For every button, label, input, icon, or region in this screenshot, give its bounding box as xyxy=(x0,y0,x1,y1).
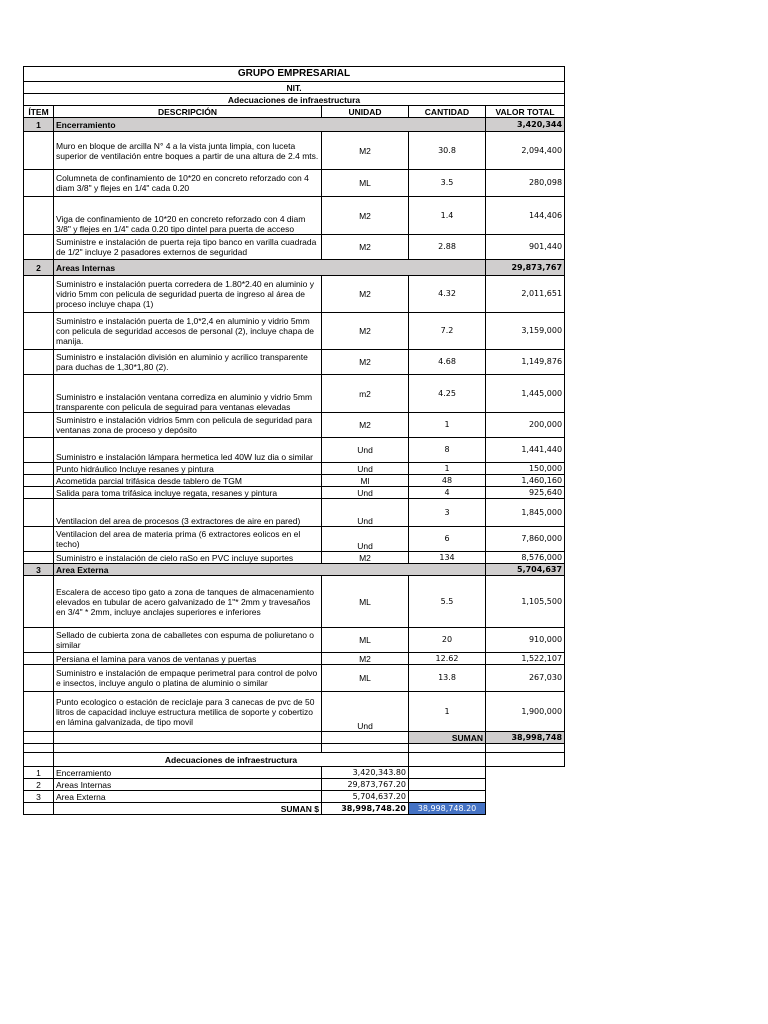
item-number-cell xyxy=(24,438,54,463)
table-row xyxy=(24,413,565,438)
company-row xyxy=(24,67,565,82)
item-total: 1,149,876 xyxy=(486,350,565,375)
item-total: 2,011,651 xyxy=(486,276,565,313)
item-unit: M2 xyxy=(322,276,409,313)
item-unit: Und xyxy=(322,527,409,552)
section-number: 3 xyxy=(24,564,54,576)
item-quantity: 13.8 xyxy=(409,665,486,692)
grand-total-label: SUMAN xyxy=(409,732,486,744)
section-total: 3,420,344 xyxy=(486,118,565,132)
item-unit: ML xyxy=(322,576,409,628)
item-quantity: 3 xyxy=(409,499,486,527)
item-number-cell xyxy=(24,375,54,413)
item-number-cell xyxy=(24,552,54,564)
item-unit: ML xyxy=(322,628,409,653)
item-number-cell xyxy=(24,170,54,197)
item-quantity: 8 xyxy=(409,438,486,463)
summary-row xyxy=(24,779,565,791)
col-header-item: ÍTEM xyxy=(24,106,54,118)
item-total: 1,460,160 xyxy=(486,475,565,487)
spacer-row xyxy=(24,744,565,753)
project-title: Adecuaciones de infraestructura xyxy=(24,94,565,106)
item-number-cell xyxy=(24,413,54,438)
table-row xyxy=(24,235,565,260)
item-number-cell xyxy=(24,527,54,552)
col-header-description: DESCRIPCIÓN xyxy=(54,106,322,118)
item-unit: Und xyxy=(322,692,409,732)
summary-total-label-cell xyxy=(54,803,322,815)
table-row xyxy=(24,276,565,313)
item-description: Punto ecologico o estación de reciclaje para 3 canecas de pvc de 50 litros de capacidad incluye estructura metilica de soporte y cobertizo en lámina galvanizada, de tipo movil xyxy=(54,692,322,732)
project-row xyxy=(24,94,565,106)
table-row xyxy=(24,692,565,732)
item-number-cell xyxy=(24,653,54,665)
item-description: Suministre e instalación de puerta reja tipo banco en varilla cuadrada de 1/2" incluye 2 pasadores externos de seguridad xyxy=(54,235,322,260)
item-description: Columneta de confinamiento de 10*20 en concreto reforzado con 4 diam 3/8" y flejes en 1/4" cada 0.20 xyxy=(54,170,322,197)
table-row xyxy=(24,576,565,628)
item-number-cell xyxy=(24,692,54,732)
section-total: 29,873,767 xyxy=(486,260,565,276)
item-quantity: 7.2 xyxy=(409,313,486,350)
table-row xyxy=(24,499,565,527)
item-number-cell xyxy=(24,350,54,375)
item-description: Suministro e instalación de cielo raSo en PVC incluye suportes xyxy=(54,552,322,564)
item-quantity: 1.4 xyxy=(409,197,486,235)
item-quantity: 4.25 xyxy=(409,375,486,413)
company-name: GRUPO EMPRESARIAL xyxy=(24,67,565,82)
summary-number: 2 xyxy=(24,779,54,791)
item-description: Suministro e instalación de empaque perimetral para control de polvo e insectos, incluye angulo o platina de aluminio o similar xyxy=(54,665,322,692)
item-quantity: 30.8 xyxy=(409,132,486,170)
item-unit: ML xyxy=(322,665,409,692)
table-row xyxy=(24,375,565,413)
item-number-cell xyxy=(24,665,54,692)
item-number-cell xyxy=(24,235,54,260)
item-description: Suministro e instalación puerta de 1,0*2,4 en aluminio y vidrio 5mm con pelicula de seguridad accesos de personal (2), incluye chapa de manija. xyxy=(54,313,322,350)
summary-name: Area Externa xyxy=(54,791,322,803)
grand-total-value: 38,998,748 xyxy=(486,732,565,744)
col-header-quantity: CANTIDAD xyxy=(409,106,486,118)
item-number-cell xyxy=(24,487,54,499)
item-unit: Und xyxy=(322,438,409,463)
item-number-cell xyxy=(24,132,54,170)
item-number-cell xyxy=(24,276,54,313)
summary-total-label: SUMAN xyxy=(280,803,312,814)
item-number-cell xyxy=(24,313,54,350)
item-description: Escalera de acceso tipo gato a zona de tanques de almacenamiento elevados en tubular de acero galvanizado de 1"* 2mm y travesaños en 3/4" * 2mm, incluye anclajes superiores e inferiores xyxy=(54,576,322,628)
item-total: 7,860,000 xyxy=(486,527,565,552)
table-row xyxy=(24,350,565,375)
item-unit: ML xyxy=(322,170,409,197)
item-total: 200,000 xyxy=(486,413,565,438)
section-name: Areas Internas xyxy=(54,260,486,276)
summary-row xyxy=(24,767,565,779)
table-row xyxy=(24,197,565,235)
item-description: Acometida parcial trifásica desde tablero de TGM xyxy=(54,475,322,487)
item-number-cell xyxy=(24,499,54,527)
item-quantity: 3.5 xyxy=(409,170,486,197)
summary-name: Encerramiento xyxy=(54,767,322,779)
item-unit: M2 xyxy=(322,552,409,564)
summary-value: 3,420,343.80 xyxy=(322,767,409,779)
nit-label: NIT. xyxy=(24,82,565,94)
table-row xyxy=(24,487,565,499)
section-row-2 xyxy=(24,260,565,276)
item-unit: Und xyxy=(322,499,409,527)
section-name: Area Externa xyxy=(54,564,486,576)
section-total: 5,704,637 xyxy=(486,564,565,576)
summary-number: 1 xyxy=(24,767,54,779)
item-description: Suministro e instalación vidrios 5mm con pelicula de seguridad para ventanas zona de proceso y depósito xyxy=(54,413,322,438)
item-quantity: 5.5 xyxy=(409,576,486,628)
item-unit: Und xyxy=(322,487,409,499)
item-total: 3,159,000 xyxy=(486,313,565,350)
section-row-1 xyxy=(24,118,565,132)
item-quantity: 1 xyxy=(409,413,486,438)
item-total: 267,030 xyxy=(486,665,565,692)
item-unit: M2 xyxy=(322,235,409,260)
col-header-unit: UNIDAD xyxy=(322,106,409,118)
summary-name: Areas Internas xyxy=(54,779,322,791)
item-number-cell xyxy=(24,197,54,235)
item-unit: M2 xyxy=(322,132,409,170)
item-description: Ventilacion del area de procesos (3 extractores de aire en pared) xyxy=(54,499,322,527)
item-description: Suministro e instalación puerta corredera de 1.80*2.40 en aluminio y vidrio 5mm con pelicula de seguridad puerta de ingreso al área de proceso incluye chapa (1) xyxy=(54,276,322,313)
item-quantity: 48 xyxy=(409,475,486,487)
section-number: 2 xyxy=(24,260,54,276)
item-total: 144,406 xyxy=(486,197,565,235)
col-header-total: VALOR TOTAL xyxy=(486,106,565,118)
summary-title: Adecuaciones de infraestructura xyxy=(54,753,409,767)
summary-title-row xyxy=(24,753,565,767)
table-row xyxy=(24,552,565,564)
currency-symbol: $ xyxy=(314,803,319,814)
item-unit: M2 xyxy=(322,413,409,438)
table-row xyxy=(24,665,565,692)
item-description: Muro en bloque de arcilla N° 4 a la vista junta limpia, con luceta superior de ventilación entre boques a partir de una altura de 2.4 mts. xyxy=(54,132,322,170)
nit-row xyxy=(24,82,565,94)
item-quantity: 1 xyxy=(409,692,486,732)
item-description: Salida para toma trifásica incluye regata, resanes y pintura xyxy=(54,487,322,499)
section-number: 1 xyxy=(24,118,54,132)
item-total: 1,105,500 xyxy=(486,576,565,628)
grand-total-row xyxy=(24,732,565,744)
summary-total-row xyxy=(24,803,565,815)
item-total: 925,640 xyxy=(486,487,565,499)
item-total: 280,098 xyxy=(486,170,565,197)
item-total: 2,094,400 xyxy=(486,132,565,170)
column-header-row xyxy=(24,106,565,118)
table-row xyxy=(24,438,565,463)
item-unit: M2 xyxy=(322,313,409,350)
item-total: 1,845,000 xyxy=(486,499,565,527)
section-row-3 xyxy=(24,564,565,576)
item-quantity: 4.68 xyxy=(409,350,486,375)
item-number-cell xyxy=(24,576,54,628)
item-quantity: 1 xyxy=(409,463,486,475)
item-quantity: 20 xyxy=(409,628,486,653)
item-total: 1,522,107 xyxy=(486,653,565,665)
table-row xyxy=(24,653,565,665)
summary-total-value: 38,998,748.20 xyxy=(322,803,409,815)
summary-value: 29,873,767.20 xyxy=(322,779,409,791)
summary-total-highlight: 38,998,748.20 xyxy=(409,803,486,815)
item-unit: M2 xyxy=(322,197,409,235)
summary-value: 5,704,637.20 xyxy=(322,791,409,803)
item-number-cell xyxy=(24,628,54,653)
item-unit: Ml xyxy=(322,475,409,487)
item-unit: M2 xyxy=(322,350,409,375)
item-quantity: 2.88 xyxy=(409,235,486,260)
table-row xyxy=(24,527,565,552)
item-total: 150,000 xyxy=(486,463,565,475)
table-row xyxy=(24,475,565,487)
item-quantity: 4 xyxy=(409,487,486,499)
item-total: 901,440 xyxy=(486,235,565,260)
item-description: Punto hidráulico Incluye resanes y pintura xyxy=(54,463,322,475)
item-unit: Und xyxy=(322,463,409,475)
item-unit: m2 xyxy=(322,375,409,413)
item-number-cell xyxy=(24,475,54,487)
item-total: 1,445,000 xyxy=(486,375,565,413)
table-row xyxy=(24,463,565,475)
item-description: Suministro e instalación lámpara hermetica led 40W luz dia o similar xyxy=(54,438,322,463)
item-total: 1,900,000 xyxy=(486,692,565,732)
item-description: Persiana el lamina para vanos de ventanas y puertas xyxy=(54,653,322,665)
summary-row xyxy=(24,791,565,803)
item-number-cell xyxy=(24,463,54,475)
item-total: 910,000 xyxy=(486,628,565,653)
table-row xyxy=(24,313,565,350)
summary-number: 3 xyxy=(24,791,54,803)
item-description: Ventilacion del area de materia prima (6 extractores eolicos en el techo) xyxy=(54,527,322,552)
item-description: Sellado de cubierta zona de caballetes con espuma de poliuretano o similar xyxy=(54,628,322,653)
budget-spreadsheet xyxy=(23,66,565,815)
table-row xyxy=(24,132,565,170)
item-total: 8,576,000 xyxy=(486,552,565,564)
table-row xyxy=(24,170,565,197)
item-quantity: 6 xyxy=(409,527,486,552)
table-row xyxy=(24,628,565,653)
item-quantity: 4.32 xyxy=(409,276,486,313)
item-quantity: 134 xyxy=(409,552,486,564)
item-description: Viga de confinamiento de 10*20 en concreto reforzado con 4 diam 3/8" y flejes en 1/4" cada 0.20 tipo dintel para puerta de acceso xyxy=(54,197,322,235)
item-quantity: 12.62 xyxy=(409,653,486,665)
section-name: Encerramiento xyxy=(54,118,486,132)
item-total: 1,441,440 xyxy=(486,438,565,463)
item-unit: M2 xyxy=(322,653,409,665)
item-description: Suministro e instalación división en aluminio y acrilico transparente para duchas de 1,30*1,80 (2). xyxy=(54,350,322,375)
item-description: Suministro e instalación ventana corrediza en aluminio y vidrio 5mm transparente con pelicula de seguirad para ventanas elevadas xyxy=(54,375,322,413)
